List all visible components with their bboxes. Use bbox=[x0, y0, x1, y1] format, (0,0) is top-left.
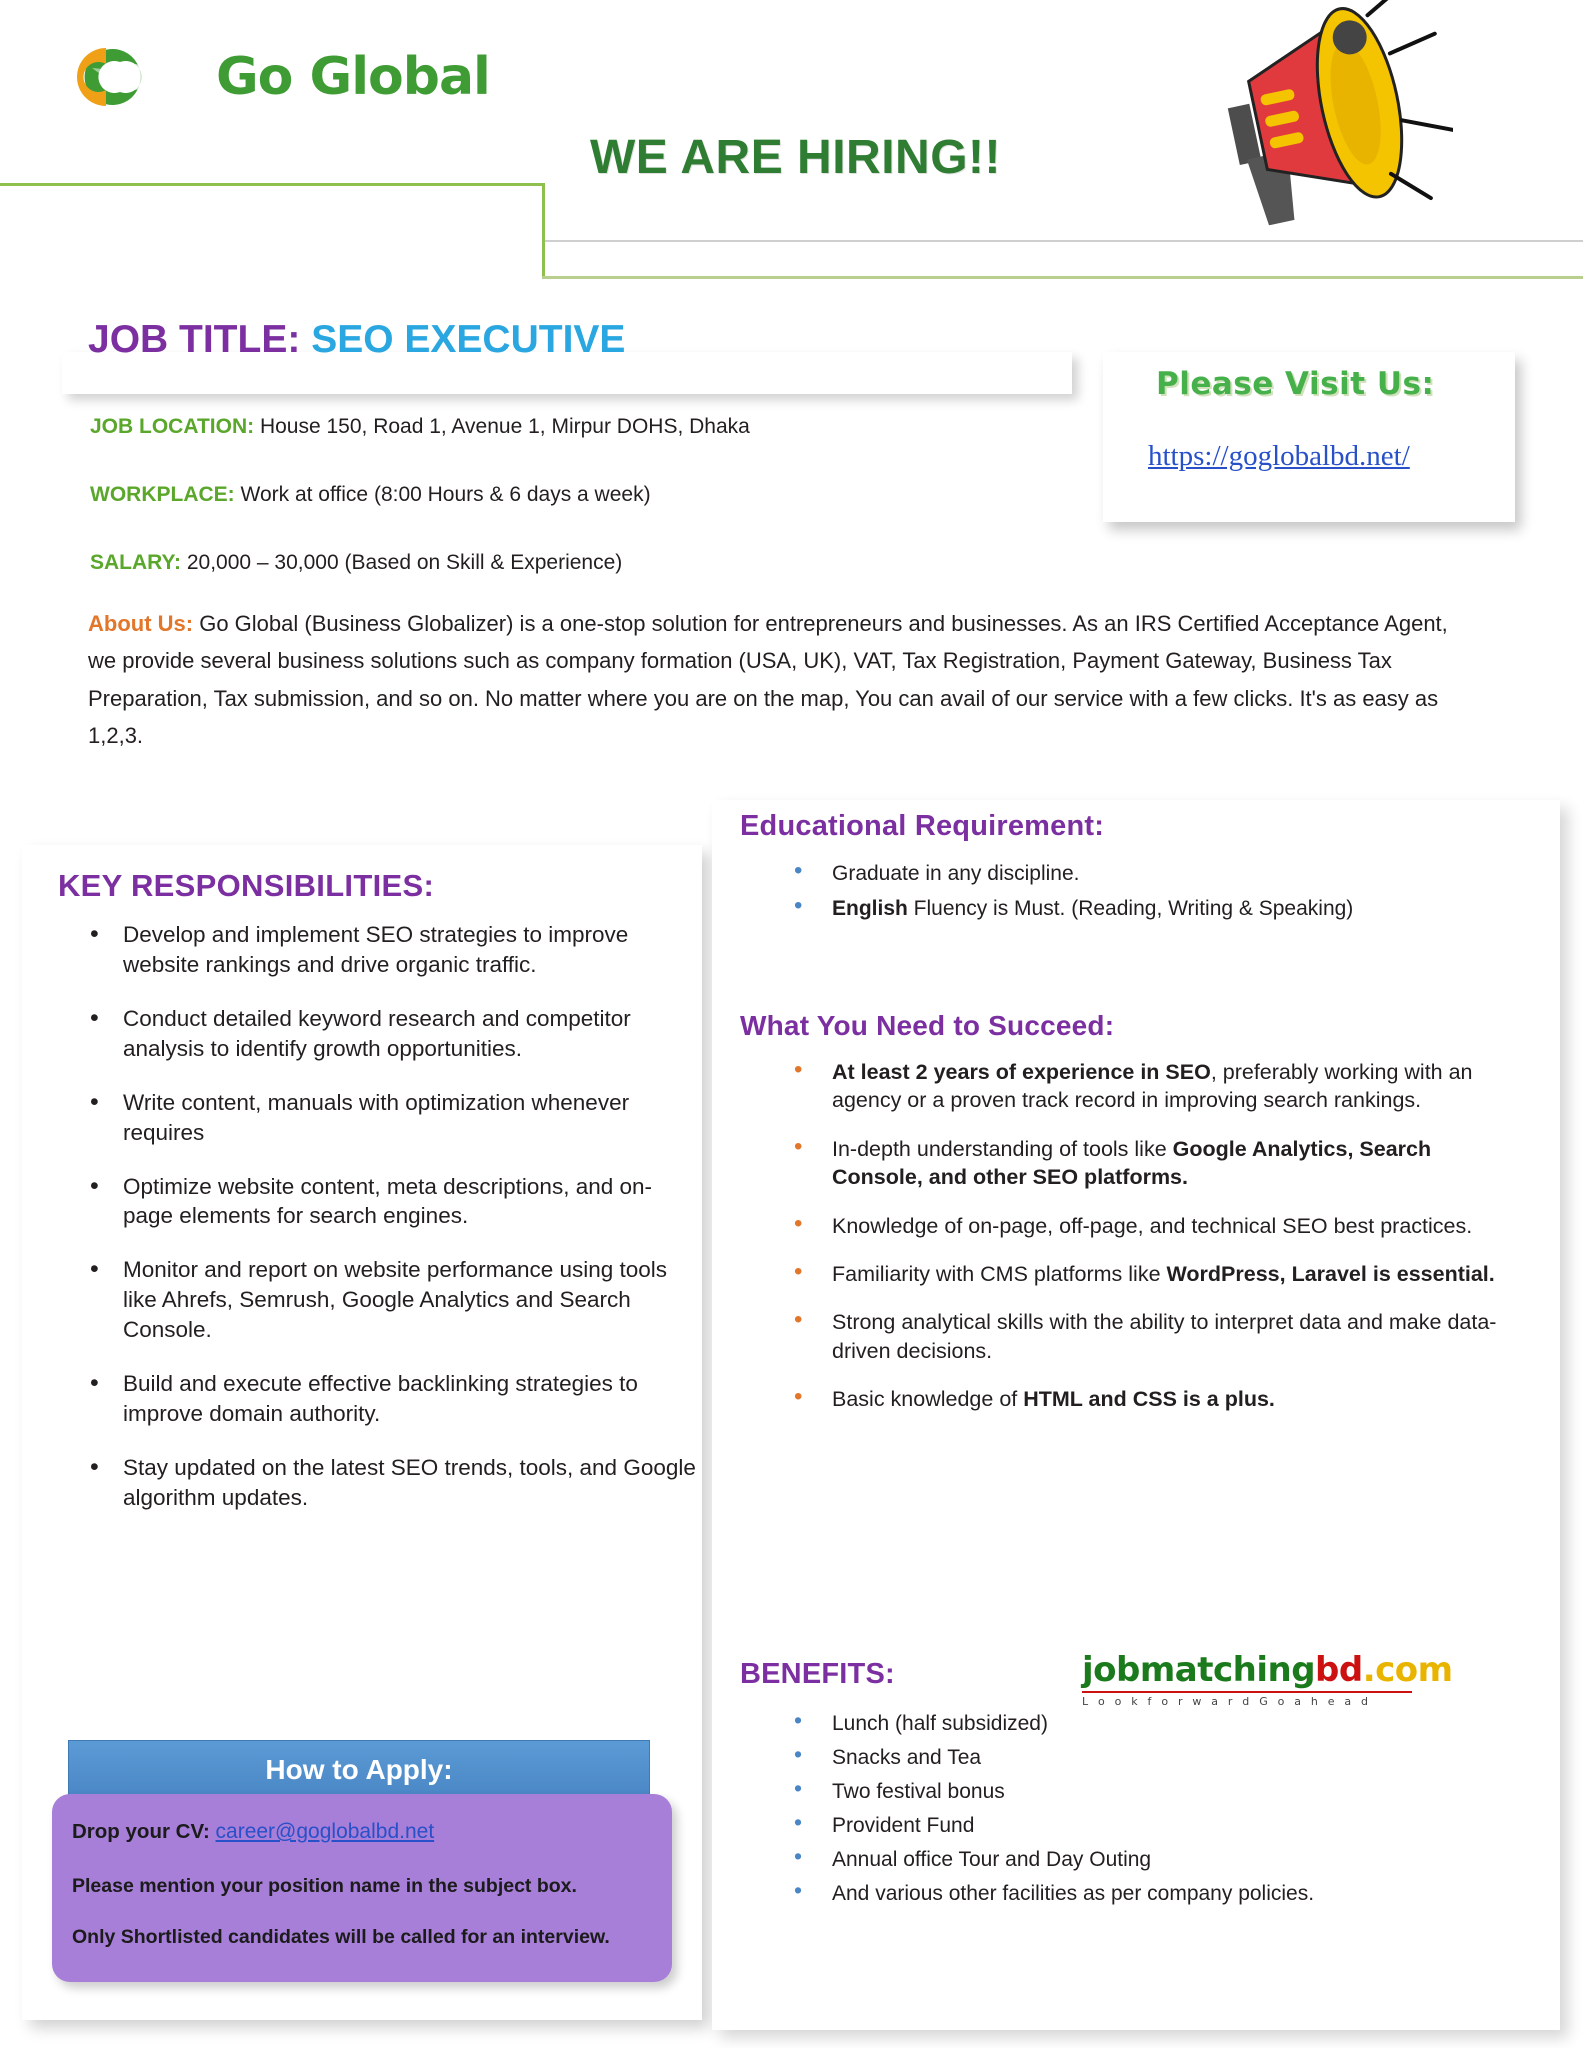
list-item: • Lunch (half subsidized) bbox=[780, 1712, 1520, 1736]
go-global-mark-icon bbox=[62, 38, 202, 116]
jm-underline bbox=[1082, 1691, 1412, 1693]
job-salary bbox=[90, 551, 622, 575]
header-rule-left bbox=[0, 183, 545, 186]
how-to-apply-header bbox=[68, 1740, 650, 1800]
job-location-label: JOB LOCATION: bbox=[90, 415, 255, 438]
benefits-list bbox=[780, 1712, 1520, 1916]
list-item: • In-depth understanding of tools like Google Analytics, Search Console, and other SEO platforms. bbox=[780, 1135, 1520, 1192]
responsibilities-list bbox=[78, 920, 698, 1537]
list-item: • Write content, manuals with optimization whenever requires bbox=[78, 1088, 698, 1148]
about-us bbox=[88, 605, 1478, 755]
header-rule-bottom bbox=[542, 276, 1583, 279]
company-name: Go Global bbox=[216, 47, 490, 107]
website-link[interactable]: https://goglobalbd.net/ bbox=[1148, 440, 1410, 472]
job-title bbox=[88, 318, 625, 362]
list-item: • Graduate in any discipline. bbox=[780, 862, 1520, 886]
visit-us-title: Please Visit Us: bbox=[1156, 366, 1435, 402]
list-item: • Stay updated on the latest SEO trends, tools, and Google algorithm updates. bbox=[78, 1453, 698, 1513]
drop-cv-line bbox=[72, 1820, 434, 1844]
megaphone-icon bbox=[1163, 0, 1453, 250]
about-us-text: Go Global (Business Globalizer) is a one-stop solution for entrepreneurs and businesses. As an IRS Certified Acceptance Agent, we provide several business solutions such as company formation (USA, UK), VAT, Tax Registration, Payment Gateway, Business Tax Preparation, Tax submission, and so on. No matter where you are on the map, You can avail of our service with a few clicks. It's as easy as 1,2,3. bbox=[88, 611, 1448, 749]
list-item: • Conduct detailed keyword research and competitor analysis to identify growth opportunities. bbox=[78, 1004, 698, 1064]
education-list bbox=[780, 862, 1520, 932]
benefits-title: BENEFITS: bbox=[740, 1658, 895, 1690]
list-item: • Basic knowledge of HTML and CSS is a plus. bbox=[780, 1385, 1520, 1413]
job-title-label: JOB TITLE: bbox=[88, 318, 301, 361]
jm-part3: .com bbox=[1362, 1650, 1453, 1690]
about-us-label: About Us: bbox=[88, 611, 194, 636]
list-item: • Familiarity with CMS platforms like WordPress, Laravel is essential. bbox=[780, 1260, 1520, 1288]
list-item: • English Fluency is Must. (Reading, Writing & Speaking) bbox=[780, 897, 1520, 921]
apply-note-shortlist: Only Shortlisted candidates will be called for an interview. bbox=[72, 1926, 610, 1948]
list-item: • Develop and implement SEO strategies to improve website rankings and drive organic traffic. bbox=[78, 920, 698, 980]
list-item: • Knowledge of on-page, off-page, and technical SEO best practices. bbox=[780, 1212, 1520, 1240]
job-workplace bbox=[90, 483, 651, 507]
job-location-value: House 150, Road 1, Avenue 1, Mirpur DOHS, Dhaka bbox=[259, 415, 750, 438]
drop-cv-label: Drop your CV: bbox=[72, 1820, 210, 1843]
list-item: • At least 2 years of experience in SEO, preferably working with an agency or a proven track record in improving search rankings. bbox=[780, 1058, 1520, 1115]
job-salary-label: SALARY: bbox=[90, 551, 181, 574]
jm-part2: bd bbox=[1315, 1650, 1363, 1690]
jobmatchingbd-logo bbox=[1082, 1650, 1487, 1708]
header-rule-vertical bbox=[542, 183, 545, 279]
list-item: • Provident Fund bbox=[780, 1814, 1520, 1838]
list-item: • Two festival bonus bbox=[780, 1780, 1520, 1804]
hiring-headline: WE ARE HIRING!! bbox=[590, 131, 1002, 184]
poster-header bbox=[0, 0, 1583, 285]
job-workplace-value: Work at office (8:00 Hours & 6 days a week) bbox=[240, 483, 651, 506]
list-item: • And various other facilities as per company policies. bbox=[780, 1882, 1520, 1906]
list-item: • Snacks and Tea bbox=[780, 1746, 1520, 1770]
education-title: Educational Requirement: bbox=[740, 810, 1105, 842]
job-workplace-label: WORKPLACE: bbox=[90, 483, 235, 506]
jm-part1: jobmatching bbox=[1082, 1650, 1316, 1690]
jobmatchingbd-wordmark bbox=[1082, 1650, 1487, 1690]
list-item: • Strong analytical skills with the ability to interpret data and make data-driven decisions. bbox=[780, 1308, 1520, 1365]
apply-note-subject: Please mention your position name in the subject box. bbox=[72, 1875, 577, 1897]
succeed-list bbox=[780, 1058, 1520, 1433]
job-salary-value: 20,000 – 30,000 (Based on Skill & Experience) bbox=[186, 551, 623, 574]
how-to-apply-title: How to Apply: bbox=[265, 1754, 453, 1785]
list-item: • Optimize website content, meta descriptions, and on-page elements for search engines. bbox=[78, 1172, 698, 1232]
company-logo bbox=[62, 38, 490, 116]
jm-tagline: L o o k f o r w a r d G o a h e a d bbox=[1082, 1695, 1372, 1708]
apply-email-link[interactable]: career@goglobalbd.net bbox=[215, 1820, 435, 1843]
job-title-value: SEO EXECUTIVE bbox=[311, 318, 626, 361]
list-item: • Monitor and report on website performance using tools like Ahrefs, Semrush, Google Analytics and Search Console. bbox=[78, 1255, 698, 1345]
job-location bbox=[90, 415, 750, 439]
list-item: • Annual office Tour and Day Outing bbox=[780, 1848, 1520, 1872]
responsibilities-title: KEY RESPONSIBILITIES: bbox=[58, 868, 435, 903]
succeed-title: What You Need to Succeed: bbox=[740, 1010, 1115, 1041]
list-item: • Build and execute effective backlinking strategies to improve domain authority. bbox=[78, 1369, 698, 1429]
